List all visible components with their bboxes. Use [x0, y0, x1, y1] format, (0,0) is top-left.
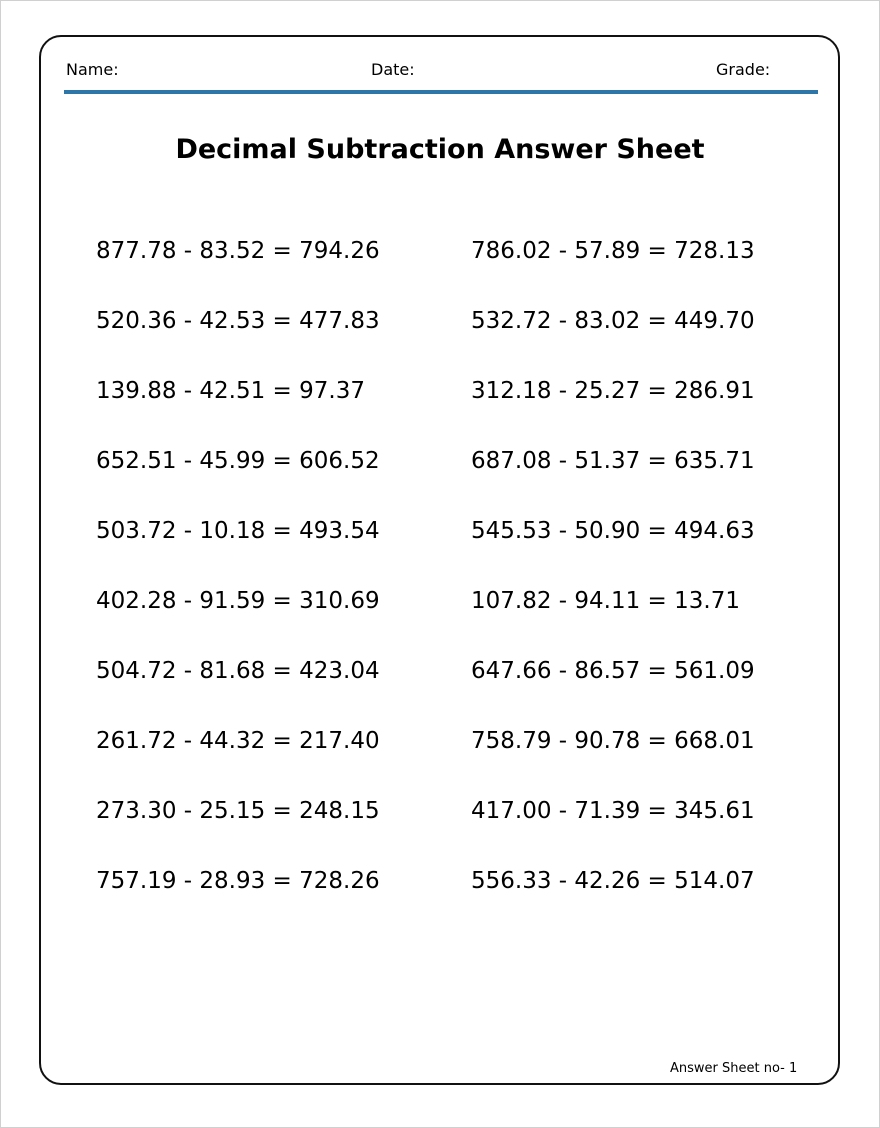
problem-item: 647.66 - 86.57 = 561.09 [471, 658, 755, 684]
problem-item: 417.00 - 71.39 = 345.61 [471, 798, 755, 824]
problem-item: 877.78 - 83.52 = 794.26 [96, 238, 380, 264]
problem-item: 687.08 - 51.37 = 635.71 [471, 448, 755, 474]
problem-item: 503.72 - 10.18 = 493.54 [96, 518, 380, 544]
problem-item: 139.88 - 42.51 = 97.37 [96, 378, 365, 404]
page-title: Decimal Subtraction Answer Sheet [175, 134, 705, 165]
problem-item: 652.51 - 45.99 = 606.52 [96, 448, 380, 474]
problems-left-column [96, 232, 380, 932]
problem-item: 504.72 - 81.68 = 423.04 [96, 658, 380, 684]
date-label: Date: [371, 60, 415, 79]
problem-item: 545.53 - 50.90 = 494.63 [471, 518, 755, 544]
header-divider [64, 90, 818, 94]
problem-item: 402.28 - 91.59 = 310.69 [96, 588, 380, 614]
problem-item: 758.79 - 90.78 = 668.01 [471, 728, 755, 754]
problem-item: 261.72 - 44.32 = 217.40 [96, 728, 380, 754]
problem-item: 107.82 - 94.11 = 13.71 [471, 588, 740, 614]
problems-right-column [471, 232, 755, 932]
problem-item: 757.19 - 28.93 = 728.26 [96, 868, 380, 894]
name-label: Name: [66, 60, 119, 79]
problem-item: 273.30 - 25.15 = 248.15 [96, 798, 380, 824]
sheet-number-footer: Answer Sheet no- 1 [670, 1061, 798, 1076]
problem-item: 520.36 - 42.53 = 477.83 [96, 308, 380, 334]
problem-item: 786.02 - 57.89 = 728.13 [471, 238, 755, 264]
problem-item: 312.18 - 25.27 = 286.91 [471, 378, 755, 404]
problem-item: 532.72 - 83.02 = 449.70 [471, 308, 755, 334]
problem-item: 556.33 - 42.26 = 514.07 [471, 868, 755, 894]
grade-label: Grade: [716, 60, 771, 79]
